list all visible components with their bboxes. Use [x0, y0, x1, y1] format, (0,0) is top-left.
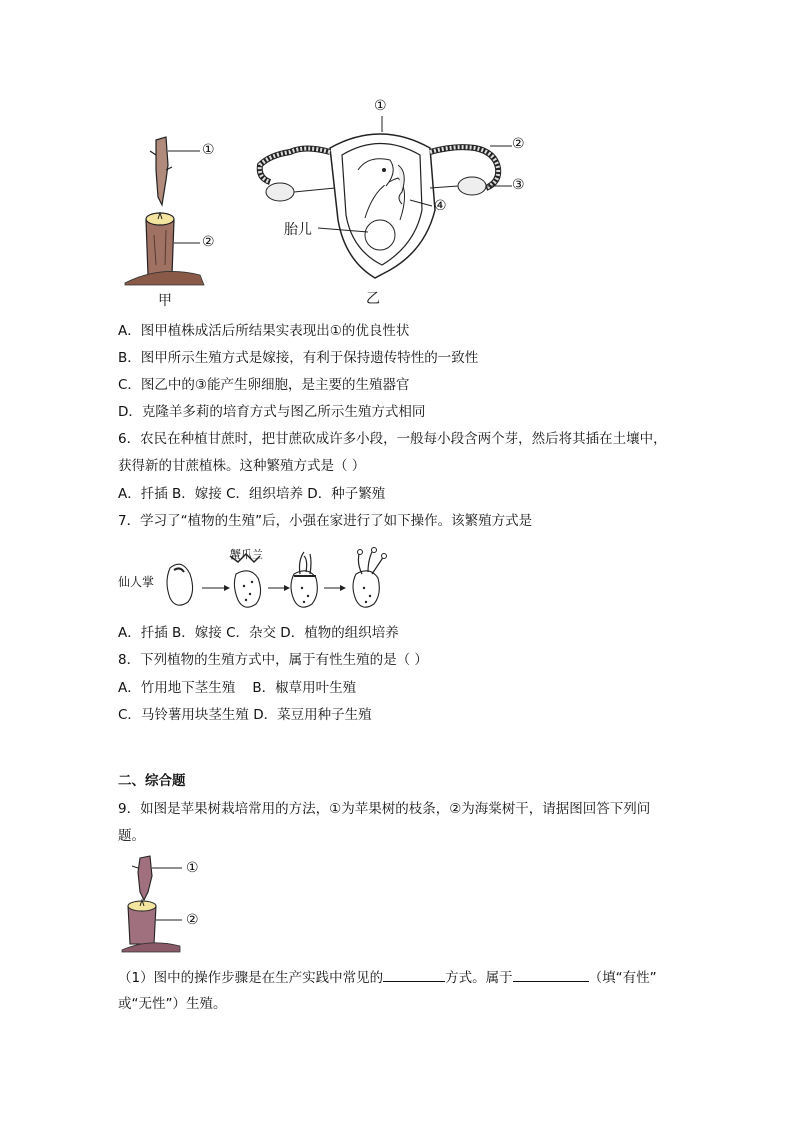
marker-1-jia: ① [202, 142, 215, 158]
q9-stem-line1: 9．如图是苹果树栽培常用的方法，①为苹果树的枝条，②为海棠树干，请据图回答下列问 [118, 801, 651, 817]
q7-stem: 7．学习了“植物的生殖”后，小强在家进行了如下操作。该繁殖方式是 [118, 513, 533, 529]
q5-option-d: D．克隆羊多莉的培育方式与图乙所示生殖方式相同 [118, 404, 426, 420]
q7-options: A．扦插 B．嫁接 C．杂交 D．植物的组织培养 [118, 625, 399, 641]
q5-option-b: B．图甲所示生殖方式是嫁接，有利于保持遗传特性的一致性 [118, 350, 479, 366]
q9-sub1-part3: （填“有性” [588, 970, 657, 986]
answer-blank-1[interactable] [383, 967, 445, 982]
q9-sub1-part1: （1）图中的操作步骤是在生产实践中常见的 [118, 970, 384, 986]
q9-sub1-line1 [118, 967, 657, 988]
section-title: 二、综合题 [118, 773, 186, 789]
figure-label-jia: 甲 [158, 293, 172, 309]
marker-2-yi: ② [512, 136, 525, 152]
q9-sub1-line2: 或“无性”）生殖。 [118, 996, 227, 1012]
answer-blank-2[interactable] [513, 967, 589, 982]
marker-4-yi: ④ [434, 198, 447, 214]
q5-option-a: A．图甲植株成活后所结果实表现出①的优良性状 [118, 323, 410, 339]
marker-2-jia: ② [202, 234, 215, 250]
marker-3-yi: ③ [512, 177, 525, 193]
q8-options-line2: C．马铃薯用块茎生殖 D．菜豆用种子生殖 [118, 707, 372, 723]
q8-stem: 8．下列植物的生殖方式中，属于有性生殖的是（ ） [118, 652, 428, 668]
q5-option-c: C．图乙中的③能产生卵细胞，是主要的生殖器官 [118, 377, 410, 393]
q9-stem-line2: 题。 [118, 828, 145, 844]
fetus-label: 胎儿 [284, 222, 312, 238]
q7-steps-diagram [160, 548, 400, 614]
q6-stem-line1: 6．农民在种植甘蔗时，把甘蔗砍成许多小段，一般每小段含两个芽，然后将其插在土壤中， [118, 431, 667, 447]
q8-options-line1: A．竹用地下茎生殖 B．椒草用叶生殖 [118, 680, 357, 696]
crab-cactus-label: 蟹爪兰 [230, 548, 263, 561]
q9-grafting-diagram [118, 852, 228, 952]
grafting-diagram [120, 125, 240, 290]
uterus-diagram [250, 100, 530, 285]
q6-options: A．扦插 B．嫁接 C．组织培养 D．种子繁殖 [118, 486, 386, 502]
q9-marker-2: ② [186, 912, 199, 928]
q9-sub1-part2: 方式。属于 [445, 970, 513, 986]
marker-1-yi: ① [374, 98, 387, 114]
q6-stem-line2: 获得新的甘蔗植株。这种繁殖方式是（ ） [118, 458, 366, 474]
figure-label-yi: 乙 [366, 291, 380, 307]
cactus-label: 仙人掌 [118, 575, 155, 589]
q9-marker-1: ① [186, 860, 199, 876]
